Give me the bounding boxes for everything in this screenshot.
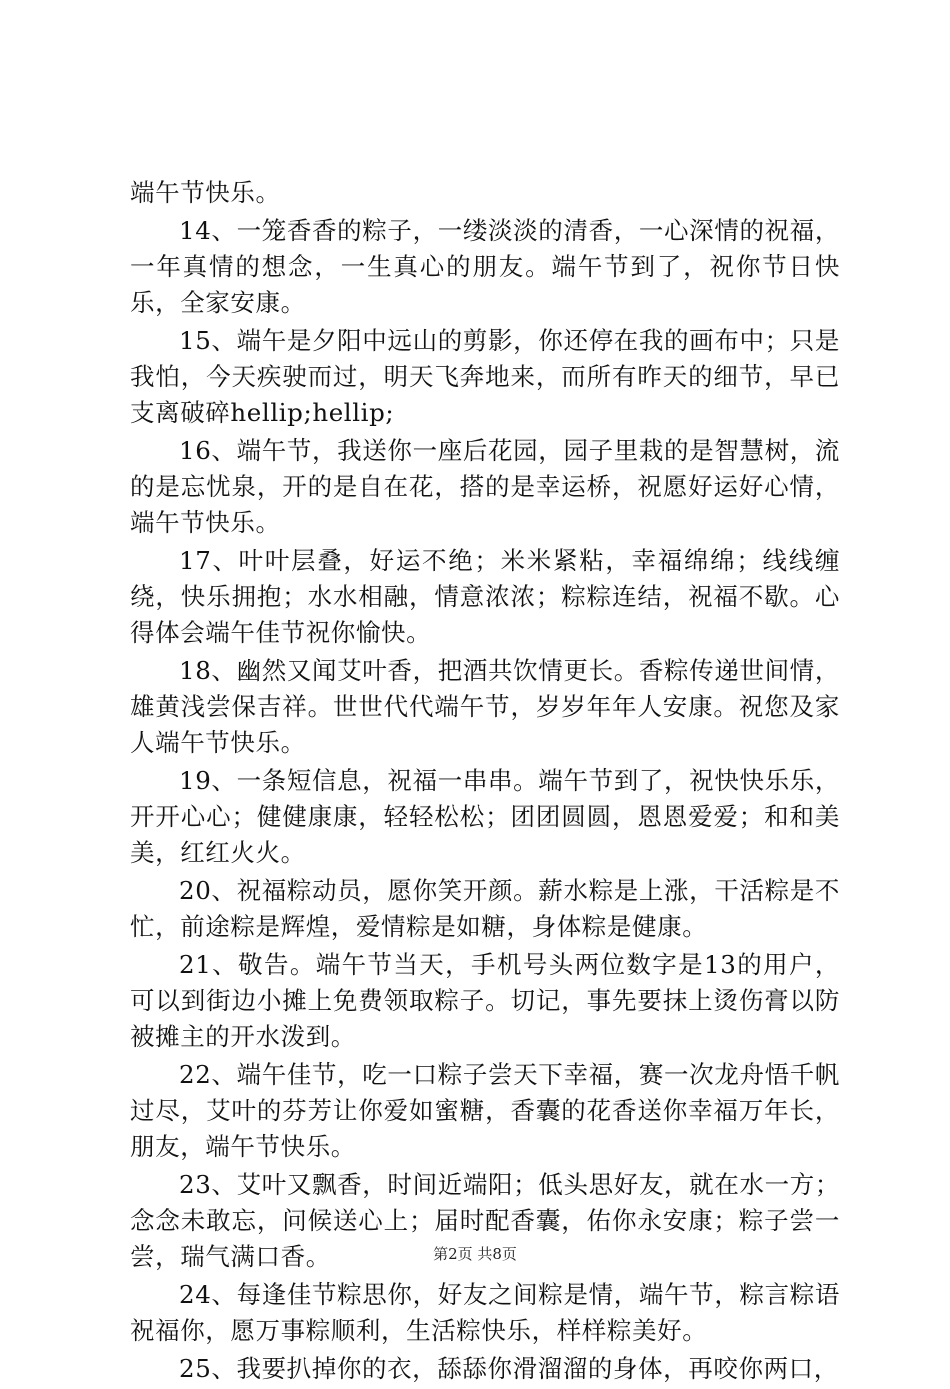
paragraph: 21、敬告。端午节当天，手机号头两位数字是13的用户，可以到街边小摊上免费领取粽子。切记，事先要抹上烫伤膏以防被摊主的开水泼到。 [130,950,840,1051]
page-footer: 第2页 共8页 [433,1245,517,1263]
paragraph: 16、端午节，我送你一座后花园，园子里栽的是智慧树，流的是忘忧泉，开的是自在花，搭的是幸运桥，祝愿好运好心情，端午节快乐。 [130,436,840,537]
paragraph: 17、叶叶层叠，好运不绝；米米紧粘，幸福绵绵；线线缠绕，快乐拥抱；水水相融，情意浓浓；粽粽连结，祝福不歇。心得体会端午佳节祝你愉快。 [130,546,840,647]
paragraph: 15、端午是夕阳中远山的剪影，你还停在我的画布中；只是我怕，今天疾驶而过，明天飞奔地来，而所有昨天的细节，早已支离破碎hellip;hellip; [130,326,840,427]
paragraph: 23、艾叶又飘香，时间近端阳；低头思好友，就在水一方；念念未敢忘，问候送心上；届时配香囊，佑你永安康；粽子尝一尝，瑞气满口香。 [130,1170,840,1271]
paragraph: 22、端午佳节，吃一口粽子尝天下幸福，赛一次龙舟悟千帆过尽，艾叶的芬芳让你爱如蜜糖，香囊的花香送你幸福万年长，朋友，端午节快乐。 [130,1060,840,1161]
paragraph: 19、一条短信息，祝福一串串。端午节到了，祝快快乐乐，开开心心；健健康康，轻轻松松；团团圆圆，恩恩爱爱；和和美美，红红火火。 [130,766,840,867]
paragraph: 14、一笼香香的粽子，一缕淡淡的清香，一心深情的祝福，一年真情的想念，一生真心的朋友。端午节到了，祝你节日快乐，全家安康。 [130,216,840,317]
document-body [130,175,840,1389]
paragraph: 端午节快乐。 [130,178,281,207]
paragraph: 25、我要扒掉你的衣，舔舔你滑溜溜的身体，再咬你两口， [179,1354,839,1383]
paragraph: 20、祝福粽动员，愿你笑开颜。薪水粽是上涨，干活粽是不忙，前途粽是辉煌，爱情粽是如糖，身体粽是健康。 [130,876,840,941]
paragraph: 24、每逢佳节粽思你，好友之间粽是情，端午节，粽言粽语祝福你，愿万事粽顺利，生活粽快乐，样样粽美好。 [130,1280,840,1345]
paragraph: 18、幽然又闻艾叶香，把酒共饮情更长。香粽传递世间情，雄黄浅尝保吉祥。世世代代端午节，岁岁年年人安康。祝您及家人端午节快乐。 [130,656,840,757]
